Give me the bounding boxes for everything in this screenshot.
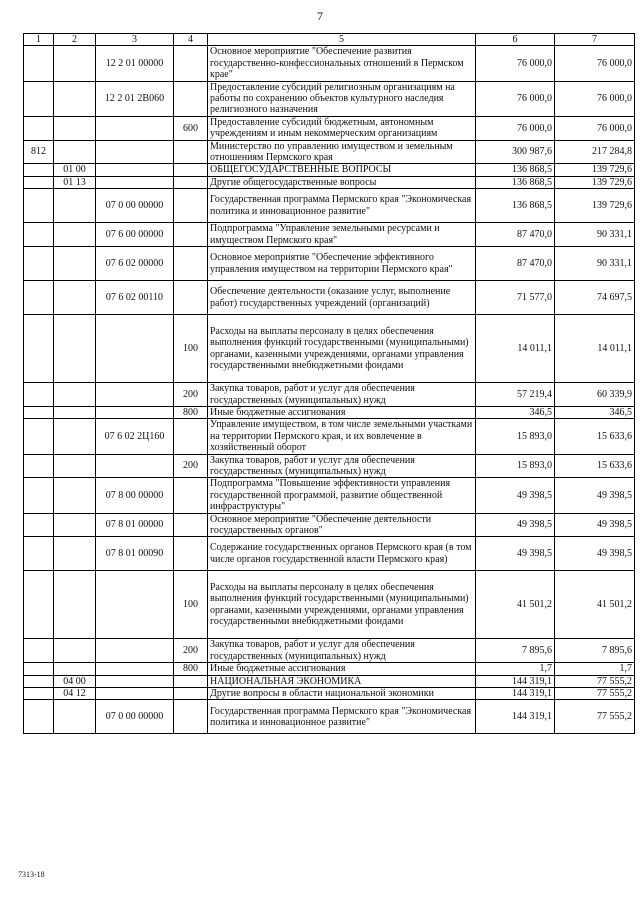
expense-type-code [174, 281, 208, 315]
page-number: 7 [317, 9, 323, 23]
expense-type-code: 100 [174, 315, 208, 383]
amount-2020: 77 555,2 [555, 688, 635, 700]
item-description: Основное мероприятие "Обеспечение деятельности государственных органов" [208, 513, 476, 537]
amount-2019: 14 011,1 [476, 315, 555, 383]
amount-2019: 87 470,0 [476, 247, 555, 281]
expense-type-code [174, 700, 208, 734]
section-code [24, 571, 54, 639]
amount-2019: 346,5 [476, 406, 555, 418]
amount-2020: 14 011,1 [555, 315, 635, 383]
amount-2019: 71 577,0 [476, 281, 555, 315]
column-header: 4 [174, 34, 208, 46]
table-row [24, 383, 635, 407]
target-article-code: 07 8 01 00090 [96, 537, 174, 571]
table-body [24, 46, 635, 734]
amount-2020: 49 398,5 [555, 537, 635, 571]
subsection-code [54, 189, 96, 223]
amount-2019: 57 219,4 [476, 383, 555, 407]
section-code [24, 406, 54, 418]
subsection-code [54, 223, 96, 247]
amount-2020: 76 000,0 [555, 46, 635, 81]
item-description: Закупка товаров, работ и услуг для обеспечения государственных (муниципальных) нужд [208, 454, 476, 478]
item-description: Закупка товаров, работ и услуг для обеспечения государственных (муниципальных) нужд [208, 383, 476, 407]
item-description: Предоставление субсидий религиозным организациям на работы по сохранению объектов культурного наследия религиозного назначения [208, 81, 476, 116]
amount-2020: 77 555,2 [555, 700, 635, 734]
amount-2019: 136 868,5 [476, 164, 555, 176]
target-article-code [96, 571, 174, 639]
column-header: 2 [54, 34, 96, 46]
section-code [24, 315, 54, 383]
item-description: Управление имуществом, в том числе земельными участками на территории Пермского края, и их вовлечение в хозяйственный оборот [208, 419, 476, 454]
expense-type-code [174, 688, 208, 700]
table-row [24, 46, 635, 81]
amount-2019: 144 319,1 [476, 688, 555, 700]
subsection-code [54, 81, 96, 116]
amount-2019: 1,7 [476, 663, 555, 675]
table-row [24, 454, 635, 478]
item-description: Закупка товаров, работ и услуг для обеспечения государственных (муниципальных) нужд [208, 639, 476, 663]
section-code [24, 688, 54, 700]
expense-type-code: 800 [174, 406, 208, 418]
amount-2020: 217 284,8 [555, 140, 635, 164]
section-code [24, 663, 54, 675]
subsection-code [54, 537, 96, 571]
table-row [24, 164, 635, 176]
section-code [24, 454, 54, 478]
subsection-code [54, 140, 96, 164]
expense-type-code [174, 140, 208, 164]
target-article-code [96, 176, 174, 188]
item-description: Министерство по управлению имуществом и земельным отношениям Пермского края [208, 140, 476, 164]
amount-2020: 60 339,9 [555, 383, 635, 407]
column-header: 1 [24, 34, 54, 46]
section-code [24, 247, 54, 281]
target-article-code: 07 6 02 00000 [96, 247, 174, 281]
amount-2020: 76 000,0 [555, 81, 635, 116]
amount-2020: 139 729,6 [555, 164, 635, 176]
section-code [24, 478, 54, 513]
subsection-code [54, 116, 96, 140]
subsection-code [54, 247, 96, 281]
subsection-code [54, 663, 96, 675]
amount-2019: 41 501,2 [476, 571, 555, 639]
target-article-code: 07 6 02 2Ц160 [96, 419, 174, 454]
item-description: Предоставление субсидий бюджетным, автономным учреждениям и иным некоммерческим организациям [208, 116, 476, 140]
item-description: Подпрограмма "Повышение эффективности управления государственной программой, развитие общественной инфраструктуры" [208, 478, 476, 513]
item-description: НАЦИОНАЛЬНАЯ ЭКОНОМИКА [208, 675, 476, 687]
amount-2020: 41 501,2 [555, 571, 635, 639]
target-article-code [96, 383, 174, 407]
item-description: Основное мероприятие "Обеспечение эффективного управления имуществом на территории Пермского края" [208, 247, 476, 281]
section-code [24, 81, 54, 116]
amount-2019: 87 470,0 [476, 223, 555, 247]
target-article-code [96, 406, 174, 418]
item-description: Другие общегосударственные вопросы [208, 176, 476, 188]
amount-2019: 49 398,5 [476, 537, 555, 571]
section-code [24, 223, 54, 247]
item-description: Расходы на выплаты персоналу в целях обеспечения выполнения функций государственными (муниципальными) органами, казенными учреждениями, органами управления государственными внебюджетными фондами [208, 571, 476, 639]
table-row [24, 700, 635, 734]
amount-2019: 76 000,0 [476, 116, 555, 140]
target-article-code: 07 0 00 00000 [96, 700, 174, 734]
amount-2019: 136 868,5 [476, 189, 555, 223]
amount-2019: 144 319,1 [476, 700, 555, 734]
table-row [24, 406, 635, 418]
table-row [24, 419, 635, 454]
amount-2020: 7 895,6 [555, 639, 635, 663]
section-code [24, 281, 54, 315]
item-description: Иные бюджетные ассигнования [208, 406, 476, 418]
expense-type-code [174, 537, 208, 571]
target-article-code: 07 6 02 00110 [96, 281, 174, 315]
amount-2019: 76 000,0 [476, 81, 555, 116]
amount-2020: 49 398,5 [555, 478, 635, 513]
table-row [24, 675, 635, 687]
expense-type-code [174, 164, 208, 176]
target-article-code [96, 675, 174, 687]
amount-2019: 136 868,5 [476, 176, 555, 188]
column-header: 6 [476, 34, 555, 46]
amount-2019: 15 893,0 [476, 419, 555, 454]
target-article-code [96, 164, 174, 176]
item-description: Содержание государственных органов Пермского края (в том числе органов государственной власти Пермского края) [208, 537, 476, 571]
expense-type-code [174, 247, 208, 281]
target-article-code [96, 454, 174, 478]
table-row [24, 116, 635, 140]
subsection-code [54, 513, 96, 537]
column-header: 3 [96, 34, 174, 46]
item-description: ОБЩЕГОСУДАРСТВЕННЫЕ ВОПРОСЫ [208, 164, 476, 176]
expense-type-code: 200 [174, 383, 208, 407]
expense-type-code [174, 419, 208, 454]
target-article-code [96, 639, 174, 663]
section-code [24, 513, 54, 537]
subsection-code [54, 419, 96, 454]
amount-2019: 15 893,0 [476, 454, 555, 478]
column-header: 5 [208, 34, 476, 46]
amount-2020: 90 331,1 [555, 223, 635, 247]
table-row [24, 478, 635, 513]
item-description: Подпрограмма "Управление земельными ресурсами и имуществом Пермского края" [208, 223, 476, 247]
amount-2020: 139 729,6 [555, 189, 635, 223]
amount-2020: 74 697,5 [555, 281, 635, 315]
section-code: 812 [24, 140, 54, 164]
subsection-code [54, 478, 96, 513]
target-article-code [96, 663, 174, 675]
section-code [24, 383, 54, 407]
table-row [24, 537, 635, 571]
table-row [24, 247, 635, 281]
table-row [24, 281, 635, 315]
subsection-code: 04 00 [54, 675, 96, 687]
amount-2020: 346,5 [555, 406, 635, 418]
expense-type-code [174, 189, 208, 223]
section-code [24, 116, 54, 140]
item-description: Государственная программа Пермского края "Экономическая политика и инновационное развитие" [208, 189, 476, 223]
amount-2020: 49 398,5 [555, 513, 635, 537]
section-code [24, 675, 54, 687]
table-row [24, 223, 635, 247]
budget-table [23, 33, 635, 734]
section-code [24, 164, 54, 176]
footer-code: 7313-18 [18, 870, 45, 879]
table-row [24, 688, 635, 700]
table-row [24, 315, 635, 383]
expense-type-code: 100 [174, 571, 208, 639]
column-header: 7 [555, 34, 635, 46]
table-row [24, 639, 635, 663]
section-code [24, 46, 54, 81]
target-article-code: 07 8 00 00000 [96, 478, 174, 513]
amount-2020: 15 633,6 [555, 454, 635, 478]
subsection-code [54, 406, 96, 418]
target-article-code [96, 116, 174, 140]
target-article-code [96, 315, 174, 383]
section-code [24, 189, 54, 223]
subsection-code [54, 700, 96, 734]
amount-2020: 15 633,6 [555, 419, 635, 454]
subsection-code: 01 00 [54, 164, 96, 176]
subsection-code [54, 383, 96, 407]
expense-type-code: 200 [174, 454, 208, 478]
subsection-code [54, 281, 96, 315]
table-row [24, 663, 635, 675]
expense-type-code [174, 81, 208, 116]
target-article-code [96, 688, 174, 700]
table-row [24, 140, 635, 164]
expense-type-code [174, 513, 208, 537]
table-row [24, 189, 635, 223]
section-code [24, 419, 54, 454]
subsection-code [54, 639, 96, 663]
expense-type-code: 200 [174, 639, 208, 663]
subsection-code: 01 13 [54, 176, 96, 188]
amount-2019: 76 000,0 [476, 46, 555, 81]
section-code [24, 700, 54, 734]
amount-2019: 144 319,1 [476, 675, 555, 687]
amount-2020: 77 555,2 [555, 675, 635, 687]
expense-type-code: 600 [174, 116, 208, 140]
item-description: Государственная программа Пермского края "Экономическая политика и инновационное развитие" [208, 700, 476, 734]
item-description: Другие вопросы в области национальной экономики [208, 688, 476, 700]
section-code [24, 176, 54, 188]
target-article-code: 12 2 01 00000 [96, 46, 174, 81]
amount-2019: 49 398,5 [476, 478, 555, 513]
expense-type-code [174, 223, 208, 247]
expense-type-code [174, 478, 208, 513]
section-code [24, 537, 54, 571]
target-article-code: 12 2 01 2В060 [96, 81, 174, 116]
amount-2019: 300 987,6 [476, 140, 555, 164]
target-article-code: 07 6 00 00000 [96, 223, 174, 247]
expense-type-code [174, 675, 208, 687]
amount-2020: 90 331,1 [555, 247, 635, 281]
item-description: Обеспечение деятельности (оказание услуг, выполнение работ) государственных учреждений (организаций) [208, 281, 476, 315]
item-description: Основное мероприятие "Обеспечение развития государственно-конфессиональных отношений в Пермском крае" [208, 46, 476, 81]
item-description: Расходы на выплаты персоналу в целях обеспечения выполнения функций государственными (муниципальными) органами, казенными учреждениями, органами управления государственными внебюджетными фондами [208, 315, 476, 383]
target-article-code: 07 8 01 00000 [96, 513, 174, 537]
expense-type-code [174, 46, 208, 81]
item-description: Иные бюджетные ассигнования [208, 663, 476, 675]
subsection-code [54, 46, 96, 81]
table-row [24, 81, 635, 116]
amount-2020: 76 000,0 [555, 116, 635, 140]
expense-type-code: 800 [174, 663, 208, 675]
amount-2019: 7 895,6 [476, 639, 555, 663]
amount-2019: 49 398,5 [476, 513, 555, 537]
table-row [24, 571, 635, 639]
target-article-code [96, 140, 174, 164]
amount-2020: 1,7 [555, 663, 635, 675]
subsection-code: 04 12 [54, 688, 96, 700]
subsection-code [54, 571, 96, 639]
expense-type-code [174, 176, 208, 188]
table-row [24, 176, 635, 188]
subsection-code [54, 315, 96, 383]
target-article-code: 07 0 00 00000 [96, 189, 174, 223]
subsection-code [54, 454, 96, 478]
table-row [24, 513, 635, 537]
column-number-row [24, 34, 635, 46]
section-code [24, 639, 54, 663]
amount-2020: 139 729,6 [555, 176, 635, 188]
